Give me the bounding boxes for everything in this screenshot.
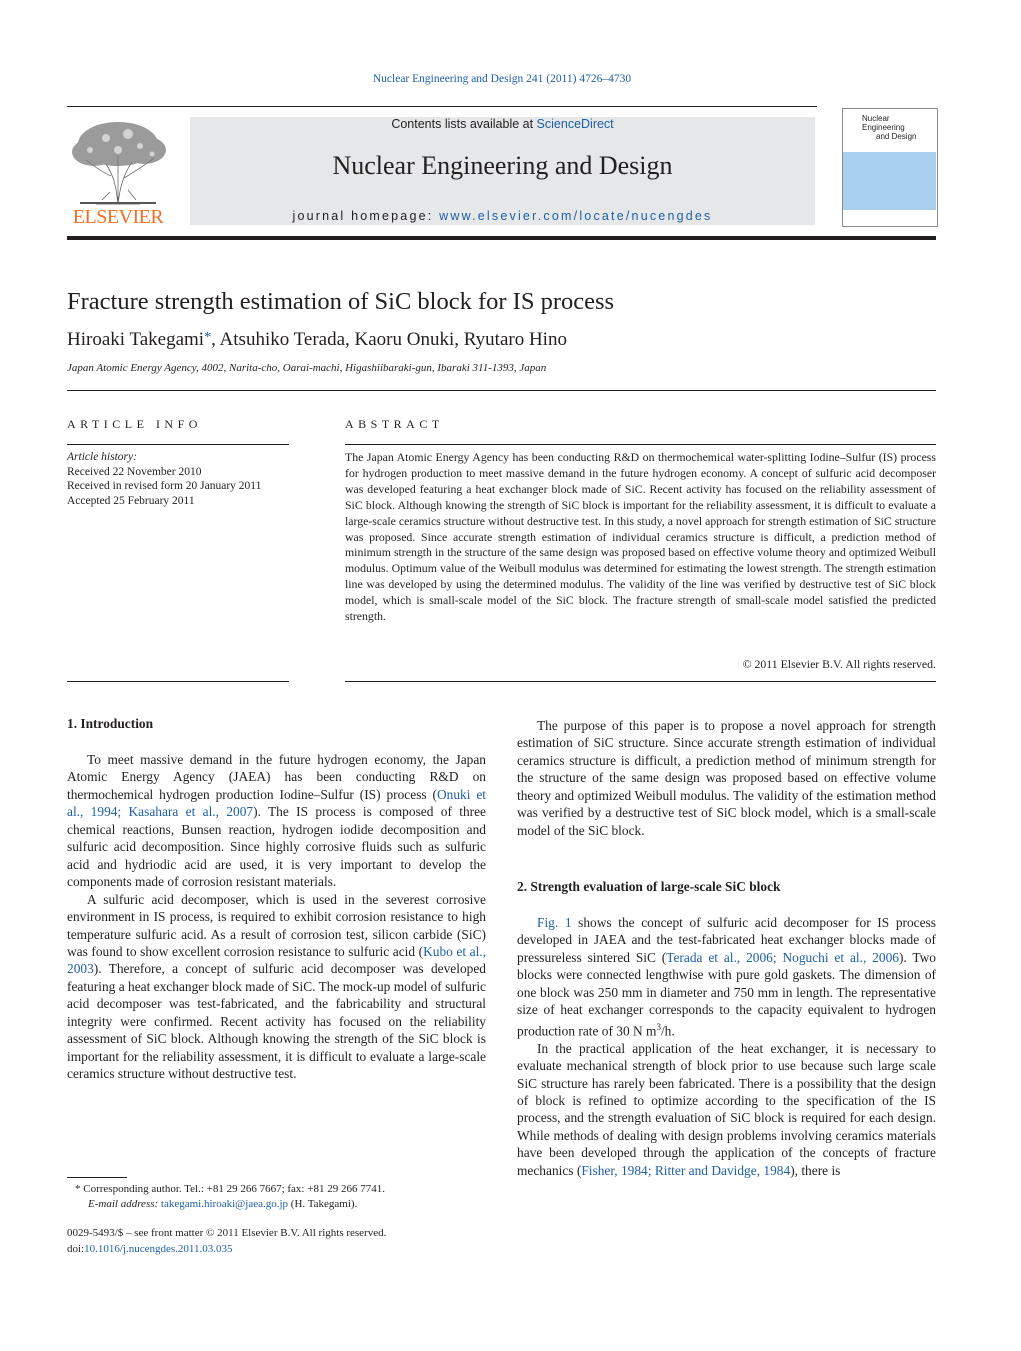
history-revised: Received in revised form 20 January 2011 <box>67 480 262 492</box>
intro-p1-text-b: ). The IS process is composed of three chemical reactions, Bunsen reaction, hydrogen iodide decomposition and sulfuric acid decomposition. Since highly corrosive fluids such as sulfuric acid and hydriodic acid are used, it is very important to develop the components made of corrosion resistant materials. <box>67 804 486 890</box>
s2-p2-text-b: ), there is <box>790 1162 841 1178</box>
section-heading-strength-evaluation: 2. Strength evaluation of large-scale SiC block <box>517 879 781 894</box>
article-info-bottom-rule <box>67 681 289 682</box>
author-rest: , Atsuhiko Terada, Kaoru Onuki, Ryutaro Hino <box>211 329 567 350</box>
footnote-marker: * <box>75 1183 81 1195</box>
contents-prefix: Contents lists available at <box>391 117 537 131</box>
figure-link-fig-1[interactable]: Fig. 1 <box>537 915 572 930</box>
s2-p1-text-b: ). Two blocks were connected lengthwise with pure gold gaskets. The dimension of one block was 250 mm in diameter and 750 mm in length. The representative size of heat exchanger corresponds to the capacity equivalent to hydrogen production rate of 30 N m <box>517 949 937 1039</box>
front-matter-info <box>67 1226 386 1257</box>
article-history <box>67 450 289 508</box>
homepage-prefix: journal homepage: <box>292 209 440 223</box>
footnote-line-1 <box>75 1182 385 1197</box>
abstract-bottom-rule <box>345 681 936 682</box>
sciencedirect-link[interactable]: ScienceDirect <box>536 117 614 131</box>
introduction-text-continued <box>517 717 936 839</box>
email-suffix: (H. Takegami). <box>288 1198 358 1210</box>
contents-available-line <box>190 117 815 131</box>
abstract-text: The Japan Atomic Energy Agency has been conducting R&D on thermochemical water-splitting Iodine–Sulfur (IS) process for hydrogen production to meet massive demand in the future hydrogen economy. A concept of sulfuric acid decomposer was developed featuring a heat exchanger block made of SiC. Recent activity has focused on the reliability assessment of SiC block. Although knowing the strength of SiC block is important for the reliability assessment, it is difficult to evaluate a large-scale ceramics structure without destructive test. In this study, a novel approach for strength estimation of SiC structure was proposed. Since accurate strength estimation of individual ceramics structure is difficult, a prediction method of minimum strength in the structure of the same design was proposed based on effective volume theory and optimized Weibull modulus. Optimum value of the Weibull modulus was determined for estimating the lowest strength. The strength estimation line was developed by using the determined modulus. The validity of the line was verified by destructive test of SiC block model, which is small-scale model of the SiC block. The fracture strength of small-scale model satisfied the predicted strength. <box>345 450 936 624</box>
s2-paragraph-1 <box>517 914 936 1040</box>
s2-paragraph-2 <box>517 1040 936 1180</box>
elsevier-wordmark: ELSEVIER <box>72 206 164 228</box>
history-label: Article history: <box>67 451 137 463</box>
doi-line <box>67 1242 386 1258</box>
footnote-contact: Corresponding author. Tel.: +81 29 266 7667; fax: +81 29 266 7741. <box>80 1183 385 1195</box>
article-title: Fracture strength estimation of SiC block for IS process <box>67 288 615 315</box>
history-received: Received 22 November 2010 <box>67 465 202 478</box>
intro-p1-text-a: To meet massive demand in the future hydrogen economy, the Japan Atomic Energy Agency (JAEA) has been conducting R&D on thermochemical hydrogen production Iodine–Sulfur (IS) process ( <box>67 752 486 802</box>
introduction-text <box>67 751 486 1083</box>
header-top-rule <box>67 106 817 107</box>
corresponding-author-footnote <box>75 1182 385 1212</box>
citation-link-onuki-kasahara[interactable]: Onuki et al., 1994; Kasahara et al., 2007 <box>67 786 486 820</box>
author-list <box>67 329 567 351</box>
s2-p1-superscript: 3 <box>656 1021 661 1032</box>
s2-p2-text-a: In the practical application of the heat exchanger, it is necessary to evaluate mechanical strength of block prior to use because such large scale SiC structure has rarely been fabricated. There is a possibility that the design of block is refined to optimize according to the specification of the IS process, and the strength evaluation of SiC block is required for each design. While methods of dealing with design problems involving ceramics materials have been developed through the application of the concepts of fracture mechanics ( <box>517 1040 936 1178</box>
intro-paragraph-3: The purpose of this paper is to propose a novel approach for strength estimation of SiC structure. Since accurate strength estimation of individual ceramics structure is difficult, a prediction method of minimum strength for the structure of the same design was proposed based on effective volume theory and optimized Weibull modulus. The validity of the estimation method was verified by a destructive test of SiC block model, which is a small-scale model of the SiC block. <box>517 718 936 838</box>
author-first: Hiroaki Takegami <box>67 329 205 350</box>
strength-evaluation-text <box>517 914 936 1179</box>
citation-link-kubo[interactable]: Kubo et al., 2003 <box>67 943 486 977</box>
article-info-caption: ARTICLE INFO <box>67 417 202 431</box>
history-accepted: Accepted 25 February 2011 <box>67 494 195 507</box>
citation-link-terada-noguchi[interactable]: Terada et al., 2006; Noguchi et al., 2006 <box>666 949 899 965</box>
doi-link[interactable]: 10.1016/j.nucengdes.2011.03.035 <box>84 1242 233 1255</box>
article-info-top-rule <box>67 444 289 445</box>
abstract-top-rule <box>345 444 936 445</box>
cover-title-line-2: and Design <box>876 132 917 141</box>
journal-homepage-line <box>190 209 815 223</box>
footnote-line-2 <box>75 1197 385 1212</box>
cover-image-block <box>843 152 936 210</box>
affiliation-rule <box>67 390 936 391</box>
journal-title: Nuclear Engineering and Design <box>332 151 673 180</box>
abstract-caption: ABSTRACT <box>345 417 444 431</box>
section-heading-introduction: 1. Introduction <box>67 716 154 731</box>
author-email-link[interactable]: takegami.hiroaki@jaea.go.jp <box>160 1198 289 1210</box>
journal-reference-link[interactable]: Nuclear Engineering and Design 241 (2011) 4726–4730 <box>372 73 632 85</box>
author-affiliation: Japan Atomic Energy Agency, 4002, Narita-cho, Oarai-machi, Higashiibaraki-gun, Ibaraki 311-1393, Japan <box>67 362 547 374</box>
s2-p1-text-c: /h. <box>660 1023 675 1039</box>
issn-line: 0029-5493/$ – see front matter © 2011 Elsevier B.V. All rights reserved. <box>67 1227 387 1239</box>
journal-homepage-link[interactable]: www.elsevier.com/locate/nucengdes <box>439 209 713 223</box>
cover-title-line-1: Nuclear Engineering <box>862 114 905 132</box>
header-thick-rule <box>67 236 936 240</box>
footnote-rule <box>67 1177 127 1178</box>
abstract-copyright: © 2011 Elsevier B.V. All rights reserved. <box>742 657 936 671</box>
email-label: E-mail address: <box>88 1198 161 1210</box>
doi-label: doi: <box>67 1242 85 1255</box>
intro-p2-text-a: A sulfuric acid decomposer, which is used in the severest corrosive environment in IS process, is required to exhibit corrosion resistance to high temperature sulfuric acid. As a result of corrosion test, silicon carbide (SiC) was found to show excellent corrosion resistance to sulfuric acid ( <box>67 891 486 959</box>
intro-paragraph-1 <box>67 751 486 891</box>
citation-link-fisher-ritter[interactable]: Fisher, 1984; Ritter and Davidge, 1984 <box>581 1162 791 1178</box>
corresponding-author-marker[interactable]: * <box>204 330 212 345</box>
intro-paragraph-2 <box>67 891 486 1083</box>
intro-p2-text-b: ). Therefore, a concept of sulfuric acid decomposer was developed featuring a heat exchanger block made of SiC. The mock-up model of sulfuric acid decomposer was test-fabricated, and the fabricability and structural integrity were confirmed. Recent activity has focused on the reliability assessment of SiC block. Although knowing the strength of the SiC block is important for the reliability assessment, it is difficult to evaluate a large-scale ceramics structure without destructive test. <box>67 961 486 1082</box>
s2-p1-text-a: shows the concept of sulfuric acid decomposer for IS process developed in JAEA and the test-fabricated heat exchanger blocks made of pressureless sintered SiC ( <box>517 915 936 965</box>
cover-title <box>862 114 934 141</box>
